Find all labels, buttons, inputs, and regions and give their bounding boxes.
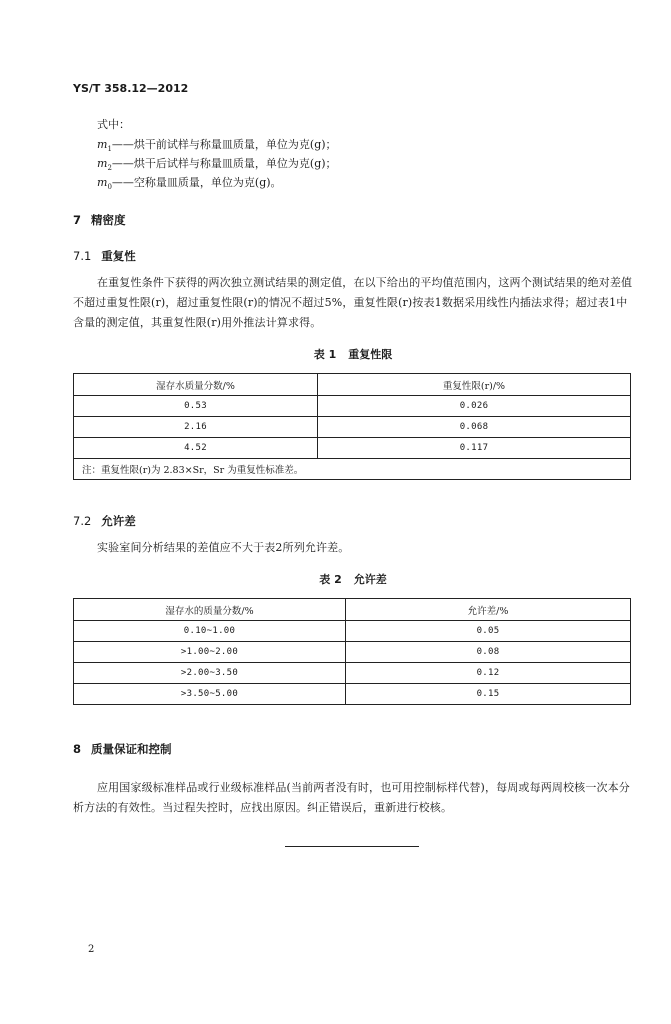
table-cell: >3.50~5.00 (74, 684, 346, 705)
section-title: 质量保证和控制 (91, 742, 172, 756)
var-description: ——空称量皿质量，单位为克(g)。 (111, 176, 282, 189)
section-number: 8 (73, 742, 82, 756)
table-row (74, 663, 631, 684)
formula-intro: 式中： (97, 118, 130, 131)
section-8-heading (73, 741, 172, 757)
formula-var-m0 (97, 176, 282, 194)
column-header: 重复性限(r)/% (318, 374, 631, 396)
repeatability-paragraph (73, 273, 633, 333)
table-label: 表 2 (319, 573, 342, 586)
section-number: 7.1 (73, 249, 92, 263)
table-cell: >2.00~3.50 (74, 663, 346, 684)
table-title: 允许差 (353, 573, 387, 586)
var-symbol: m (97, 176, 108, 189)
table-row (74, 684, 631, 705)
paragraph-text: 实验室间分析结果的差值应不大于表2所列允许差。 (97, 541, 350, 554)
var-subscript: 0 (107, 183, 112, 192)
table-title: 重复性限 (348, 348, 393, 361)
table-header-row (74, 599, 631, 621)
table-cell: 0.12 (346, 663, 631, 684)
section-7-1-heading (73, 248, 136, 264)
table-cell: 0.026 (318, 396, 631, 417)
section-7-heading (73, 212, 126, 228)
table-row (74, 621, 631, 642)
var-symbol: m (97, 157, 108, 170)
table-cell: >1.00~2.00 (74, 642, 346, 663)
table-cell: 0.10~1.00 (74, 621, 346, 642)
column-header: 湿存水质量分数/% (74, 374, 318, 396)
table-cell: 0.05 (346, 621, 631, 642)
table-cell: 0.117 (318, 438, 631, 459)
table-row (74, 438, 631, 459)
table-cell: 0.08 (346, 642, 631, 663)
quality-control-paragraph (73, 778, 633, 818)
paragraph-text: 应用国家级标准样品或行业级标准样品(当前两者没有时，也可用控制标样代替)，每周或每两周校核一次本分析方法的有效性。当过程失控时，应找出原因。纠正错误后，重新进行校核。 (73, 781, 630, 814)
formula-var-m1 (97, 138, 337, 156)
table-2-caption (73, 571, 633, 587)
var-subscript: 1 (107, 145, 112, 154)
table-cell: 0.15 (346, 684, 631, 705)
table-cell: 0.53 (74, 396, 318, 417)
section-7-2-heading (73, 513, 136, 529)
table-label: 表 1 (313, 348, 337, 361)
table-row (74, 642, 631, 663)
var-description: ——烘干后试样与称量皿质量，单位为克(g)； (111, 157, 337, 170)
page-number: 2 (88, 944, 95, 955)
paragraph-text: 在重复性条件下获得的两次独立测试结果的测定值，在以下给出的平均值范围内，这两个测试结果的绝对差值不超过重复性限(r)，超过重复性限(r)的情况不超过5%，重复性限(r)按表1数据采用线性内插法求得；超过表1中含量的测定值，其重复性限(r)用外推法计算求得。 (73, 276, 633, 329)
column-header: 湿存水的质量分数/% (74, 599, 346, 621)
var-description: ——烘干前试样与称量皿质量，单位为克(g)； (111, 138, 337, 151)
table-cell: 4.52 (74, 438, 318, 459)
formula-var-m2 (97, 157, 337, 175)
repeatability-table (73, 373, 631, 480)
var-symbol: m (97, 138, 108, 151)
table-row (74, 417, 631, 438)
section-title: 重复性 (101, 249, 136, 263)
table-row (74, 396, 631, 417)
var-subscript: 2 (107, 164, 112, 173)
section-title: 精密度 (91, 213, 126, 227)
table-note-row (74, 459, 631, 480)
table-cell: 0.068 (318, 417, 631, 438)
table-1-caption (73, 346, 633, 362)
table-note: 注：重复性限(r)为 2.83×Sr，Sr 为重复性标准差。 (74, 459, 631, 480)
section-number: 7 (73, 213, 82, 227)
section-title: 允许差 (101, 514, 136, 528)
section-number: 7.2 (73, 514, 92, 528)
table-header-row (74, 374, 631, 396)
column-header: 允许差/% (346, 599, 631, 621)
standard-code: YS/T 358.12—2012 (73, 82, 189, 95)
tolerance-paragraph (73, 538, 633, 558)
table-cell: 2.16 (74, 417, 318, 438)
tolerance-table (73, 598, 631, 705)
end-of-standard-rule (285, 846, 419, 847)
